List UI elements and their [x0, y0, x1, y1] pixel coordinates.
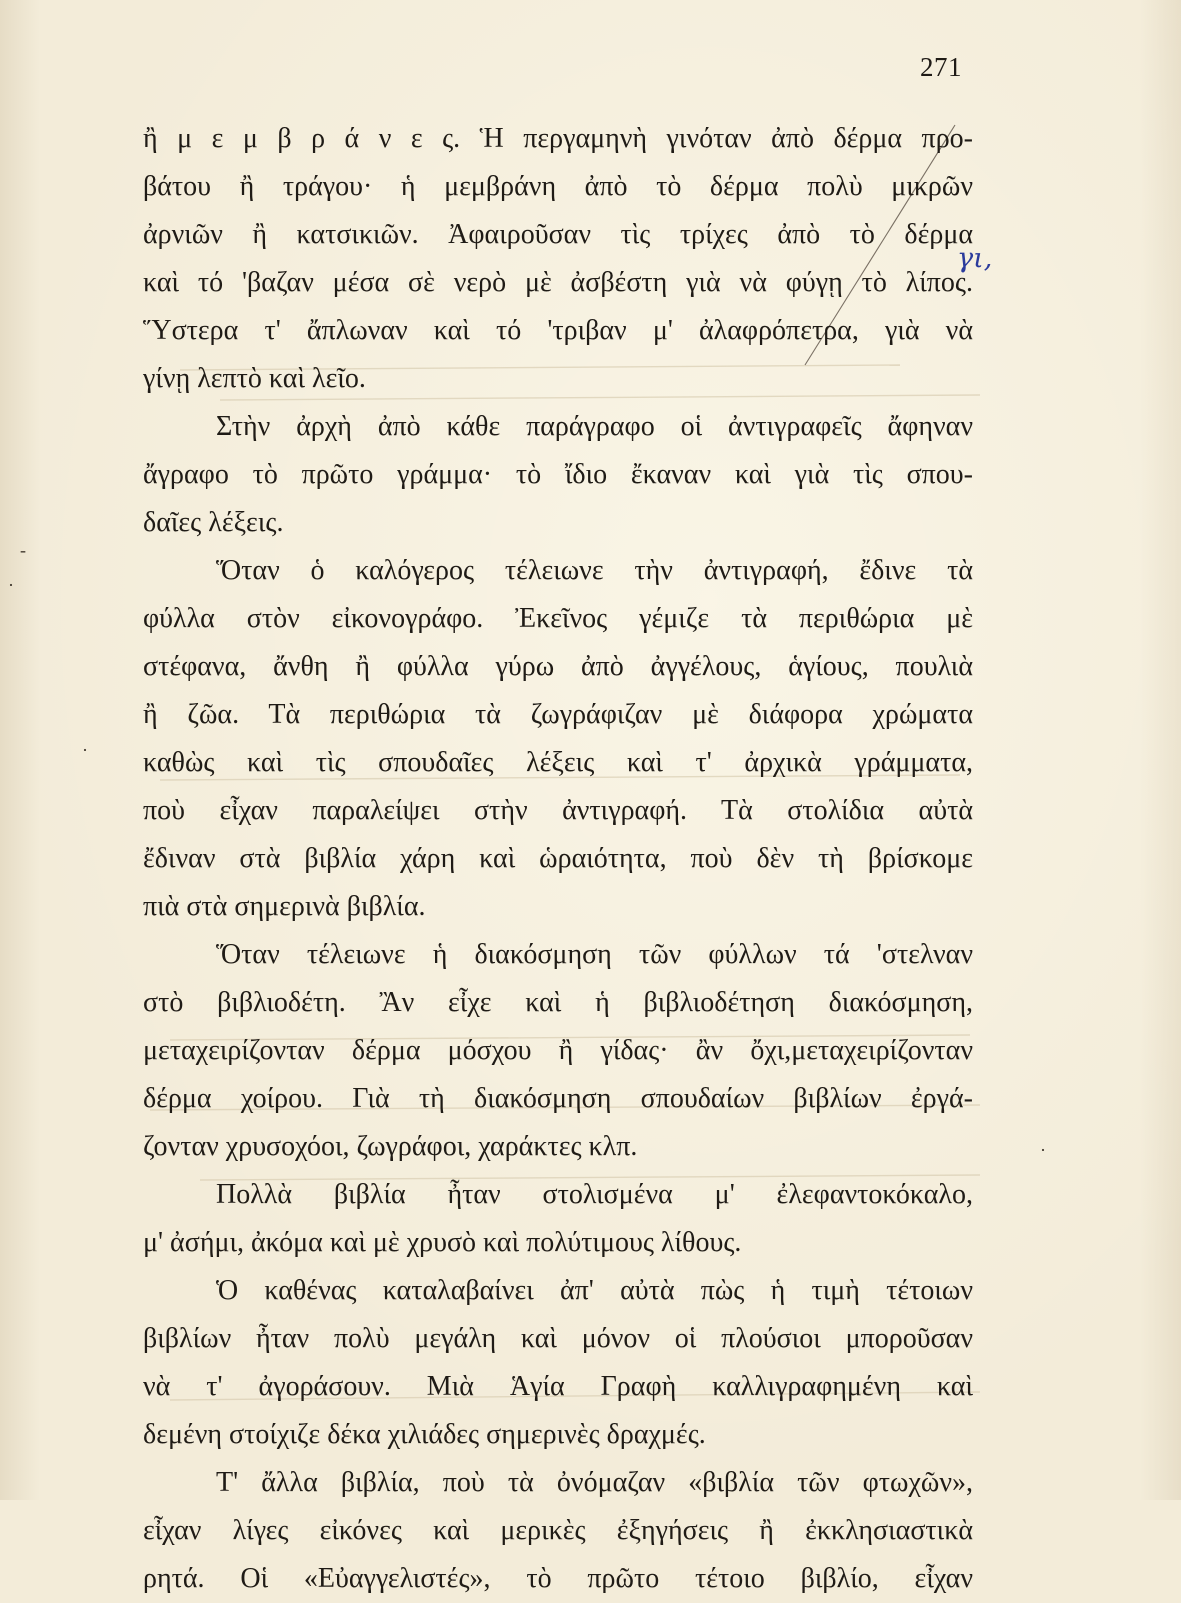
text-line: Ὅταν ὁ καλόγερος τέλειωνε τὴν ἀντιγραφή, ἔδινε τὰ: [216, 555, 973, 586]
text-line: ἢ μ ε μ β ρ ά ν ε ς. Ἡ περγαμηνὴ γινόταν ἀπὸ δέρμα προ-: [143, 123, 973, 154]
text-line: δέρμα χοίρου. Γιὰ τὴ διακόσμηση σπουδαίων βιβλίων ἐργά-: [143, 1083, 973, 1114]
text-line: μεταχειρίζονταν δέρμα μόσχου ἢ γίδας· ἂν ὄχι,μεταχειρίζονταν: [143, 1035, 973, 1066]
text-line: ἢ ζῶα. Τὰ περιθώρια τὰ ζωγράφιζαν μὲ διάφορα χρώματα: [143, 699, 973, 730]
page-number: 271: [920, 52, 962, 82]
text-line: καθὼς καὶ τὶς σπουδαῖες λέξεις καὶ τ' ἀρχικὰ γράμματα,: [143, 747, 973, 778]
text-line: Τ' ἄλλα βιβλία, ποὺ τὰ ὀνόμαζαν «βιβλία τῶν φτωχῶν»,: [216, 1467, 973, 1498]
text-line: Στὴν ἀρχὴ ἀπὸ κάθε παράγραφο οἱ ἀντιγραφεῖς ἄφηναν: [216, 411, 973, 442]
text-line: Ὅταν τέλειωνε ἡ διακόσμηση τῶν φύλλων τά 'στελναν: [216, 939, 973, 970]
text-line: ἔδιναν στὰ βιβλία χάρη καὶ ὡραιότητα, ποὺ δὲν τὴ βρίσκομε: [143, 843, 973, 874]
text-line: στέφανα, ἄνθη ἢ φύλλα γύρω ἀπὸ ἀγγέλους, ἁγίους, πουλιὰ: [143, 651, 973, 682]
text-line: νὰ τ' ἀγοράσουν. Μιὰ Ἁγία Γραφὴ καλλιγραφημένη καὶ: [143, 1371, 973, 1402]
text-line: βιβλίων ἦταν πολὺ μεγάλη καὶ μόνον οἱ πλούσιοι μποροῦσαν: [143, 1323, 973, 1354]
margin-mark: ·: [8, 575, 14, 595]
text-line: Πολλὰ βιβλία ἦταν στολισμένα μ' ἐλεφαντοκόκαλο,: [216, 1179, 973, 1210]
text-line: δεμένη στοίχιζε δέκα χιλιάδες σημερινὲς δραχμές.: [143, 1419, 706, 1450]
text-line: γίνῃ λεπτὸ καὶ λεῖο.: [143, 363, 366, 394]
body-text: [143, 115, 973, 1603]
text-line: ἀρνιῶν ἢ κατσικιῶν. Ἀφαιροῦσαν τὶς τρίχες ἀπὸ τὸ δέρμα: [143, 219, 973, 250]
text-line: Ὕστερα τ' ἄπλωναν καὶ τό 'τριβαν μ' ἀλαφρόπετρα, γιὰ νὰ: [143, 315, 973, 346]
margin-handwritten-note: γι,: [957, 243, 993, 274]
text-line: πιὰ στὰ σημερινὰ βιβλία.: [143, 891, 426, 922]
text-line: δαῖες λέξεις.: [143, 507, 284, 538]
text-line: ἄγραφο τὸ πρῶτο γράμμα· τὸ ἴδιο ἔκαναν καὶ γιὰ τὶς σπου-: [143, 459, 973, 490]
text-line: Ὁ καθένας καταλαβαίνει ἀπ' αὐτὰ πὼς ἡ τιμὴ τέτοιων: [216, 1275, 973, 1306]
text-line: εἶχαν λίγες εἰκόνες καὶ μερικὲς ἐξηγήσεις ἢ ἐκκλησιαστικὰ: [143, 1515, 973, 1546]
text-line: ποὺ εἶχαν παραλείψει στὴν ἀντιγραφή. Τὰ στολίδια αὐτὰ: [143, 795, 973, 826]
text-line: φύλλα στὸν εἰκονογράφο. Ἐκεῖνος γέμιζε τὰ περιθώρια μὲ: [143, 603, 973, 634]
margin-mark: -: [20, 540, 26, 560]
text-line: καὶ τό 'βαζαν μέσα σὲ νερὸ μὲ ἀσβέστη γιὰ νὰ φύγῃ τὸ λίπος.: [143, 267, 973, 298]
text-line: ζονταν χρυσοχόοι, ζωγράφοι, χαράκτες κλπ.: [143, 1131, 638, 1162]
text-line: ρητά. Οἱ «Εὐαγγελιστές», τὸ πρῶτο τέτοιο βιβλίο, εἶχαν: [143, 1563, 973, 1594]
text-line: μ' ἀσήμι, ἀκόμα καὶ μὲ χρυσὸ καὶ πολύτιμους λίθους.: [143, 1227, 742, 1258]
margin-mark: ·: [82, 740, 88, 760]
margin-mark: ·: [1040, 1140, 1046, 1160]
text-line: βάτου ἢ τράγου· ἡ μεμβράνη ἀπὸ τὸ δέρμα πολὺ μικρῶν: [143, 171, 973, 202]
text-line: στὸ βιβλιοδέτη. Ἂν εἶχε καὶ ἡ βιβλιοδέτηση διακόσμηση,: [143, 987, 973, 1018]
